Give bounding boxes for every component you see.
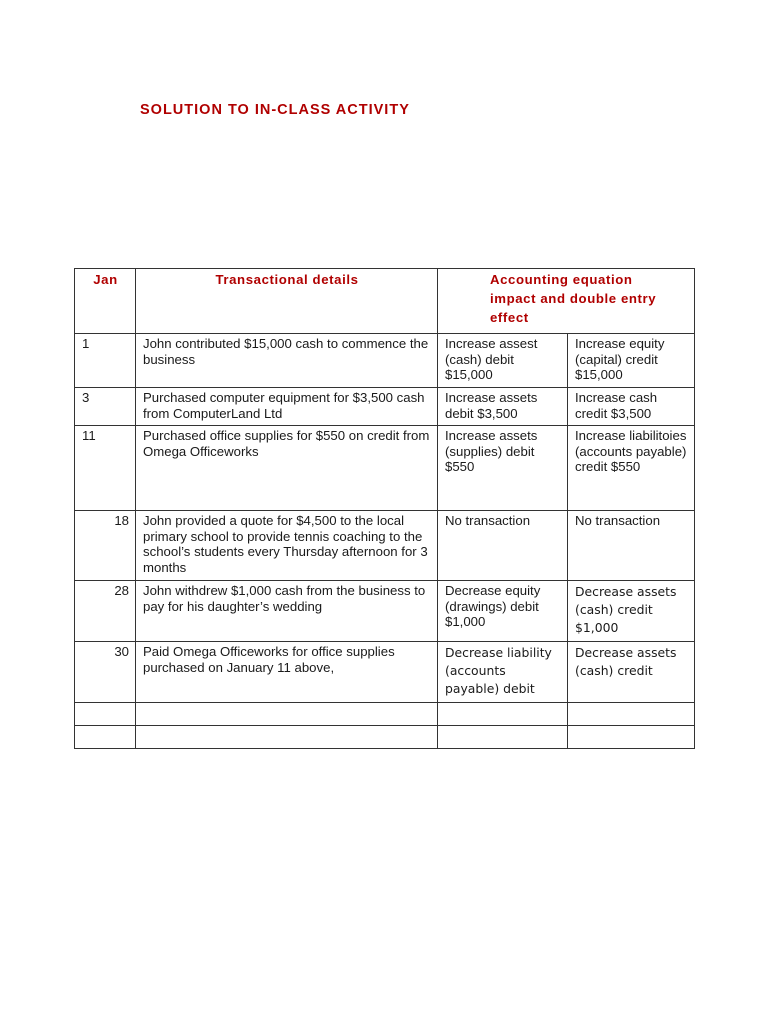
transactions-table bbox=[74, 268, 695, 749]
row-debit-effect: Decrease equity (drawings) debit $1,000 bbox=[438, 581, 568, 642]
empty-cell bbox=[568, 726, 695, 749]
row-details: Purchased computer equipment for $3,500 cash from ComputerLand Ltd bbox=[136, 388, 438, 426]
empty-cell bbox=[75, 703, 136, 726]
row-credit-effect: Increase cash credit $3,500 bbox=[568, 388, 695, 426]
table-row bbox=[75, 581, 695, 642]
empty-cell bbox=[438, 703, 568, 726]
empty-cell bbox=[568, 703, 695, 726]
empty-row bbox=[75, 703, 695, 726]
empty-cell bbox=[438, 726, 568, 749]
row-details: John provided a quote for $4,500 to the local primary school to provide tennis coaching to the school’s students every Thursday afternoon for 3 months bbox=[136, 511, 438, 581]
row-details: John withdrew $1,000 cash from the business to pay for his daughter’s wedding bbox=[136, 581, 438, 642]
empty-cell bbox=[136, 726, 438, 749]
row-debit-effect: Increase assest (cash) debit $15,000 bbox=[438, 334, 568, 388]
row-details: Purchased office supplies for $550 on credit from Omega Officeworks bbox=[136, 426, 438, 511]
row-day: 1 bbox=[75, 334, 136, 388]
row-credit-effect: Decrease assets (cash) credit bbox=[568, 642, 695, 703]
row-credit-effect: Decrease assets (cash) credit $1,000 bbox=[568, 581, 695, 642]
page-title: SOLUTION TO IN-CLASS ACTIVITY bbox=[140, 102, 410, 118]
row-details: Paid Omega Officeworks for office supplies purchased on January 11 above, bbox=[136, 642, 438, 703]
header-accounting-effect: Accounting equation impact and double entry effect bbox=[438, 269, 695, 334]
row-credit-effect: Increase liabilitoies (accounts payable) credit $550 bbox=[568, 426, 695, 511]
header-jan: Jan bbox=[75, 269, 136, 334]
row-debit-effect: Decrease liability (accounts payable) debit bbox=[438, 642, 568, 703]
table-row bbox=[75, 426, 695, 511]
table-header-row bbox=[75, 269, 695, 334]
table-row bbox=[75, 388, 695, 426]
row-day: 3 bbox=[75, 388, 136, 426]
empty-cell bbox=[75, 726, 136, 749]
table-row bbox=[75, 642, 695, 703]
row-details: John contributed $15,000 cash to commence the business bbox=[136, 334, 438, 388]
row-credit-effect: No transaction bbox=[568, 511, 695, 581]
row-debit-effect: No transaction bbox=[438, 511, 568, 581]
row-day: 28 bbox=[75, 581, 136, 642]
row-debit-effect: Increase assets debit $3,500 bbox=[438, 388, 568, 426]
empty-row bbox=[75, 726, 695, 749]
row-day: 18 bbox=[75, 511, 136, 581]
header-transactional-details: Transactional details bbox=[136, 269, 438, 334]
empty-cell bbox=[136, 703, 438, 726]
row-day: 30 bbox=[75, 642, 136, 703]
table-row bbox=[75, 334, 695, 388]
row-credit-effect: Increase equity (capital) credit $15,000 bbox=[568, 334, 695, 388]
row-debit-effect: Increase assets (supplies) debit $550 bbox=[438, 426, 568, 511]
table-row bbox=[75, 511, 695, 581]
row-day: 11 bbox=[75, 426, 136, 511]
